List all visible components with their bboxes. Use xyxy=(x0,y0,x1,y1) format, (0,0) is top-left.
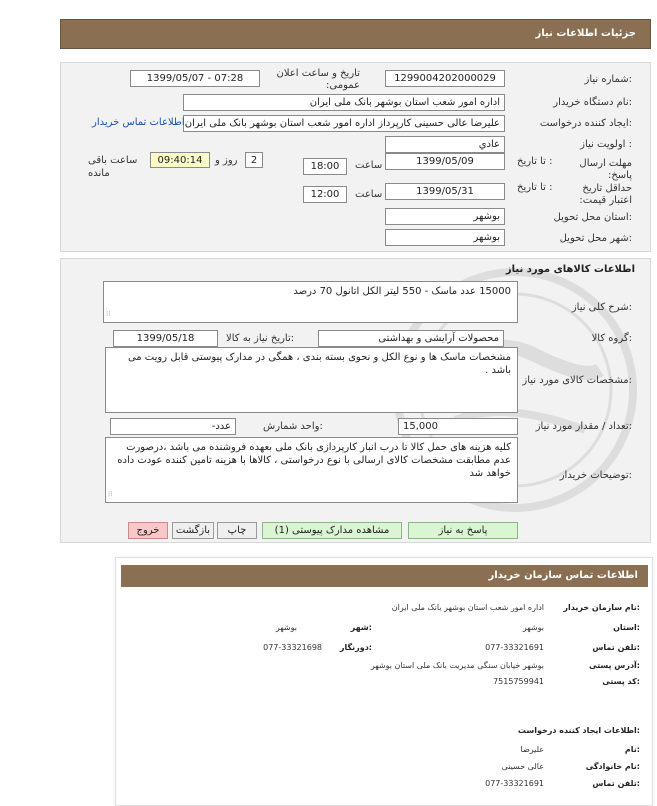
announce-field: 1399/05/07 - 07:28 xyxy=(130,70,260,87)
buyer-contact-link[interactable]: اطلاعات تماس خریدار xyxy=(92,117,185,128)
creator-phone-label: تلفن تماس: xyxy=(592,779,640,788)
goods-section-title: اطلاعات کالاهای مورد نیاز xyxy=(505,264,635,275)
creator-label: ایجاد کننده درخواست: xyxy=(539,118,632,129)
notes-text: کلیه هزینه های حمل کالا تا درب انبار کارپردازی بانک ملی بعهده فروشنده می باشد ،درصورت عدم مطابقت مشخصات کالای ارسالی با نوع درخواستی ، کالاها با هزینه تامین کننده عودت داده خواهد شد xyxy=(117,442,511,479)
deadline-label: مهلت ارسال پاسخ: xyxy=(579,158,632,181)
contact-address-label: آدرس پستی: xyxy=(589,661,640,670)
qty-field: 15,000 xyxy=(398,418,518,435)
summary-textarea xyxy=(103,281,518,323)
creator-name-value: علیرضا xyxy=(520,745,544,754)
contact-phone-label: تلفن تماس: xyxy=(592,643,640,652)
creator-name-label: نام: xyxy=(624,745,640,754)
city-label: شهر محل تحویل: xyxy=(559,233,632,244)
contact-city-label: شهر: xyxy=(350,623,372,632)
announce-label: تاریخ و ساعت اعلان عمومی: xyxy=(276,68,360,91)
validity-time-label: ساعت xyxy=(355,189,383,200)
contact-card-title: اطلاعات تماس سازمان خریدار xyxy=(488,570,638,581)
need-date-field: 1399/05/18 xyxy=(113,330,218,347)
validity-until-label: تا تاریخ : xyxy=(517,182,553,193)
spec-text: مشخصات ماسک ها و نوع الکل و نحوی بسته بندی ، همگی در مدارک پیوستی قابل رویت می باشد . xyxy=(127,352,511,376)
unit-field: عدد- xyxy=(110,418,236,435)
group-label: گروه کالا: xyxy=(591,333,632,344)
attachments-button[interactable]: مشاهده مدارک پیوستی (1) xyxy=(262,522,402,539)
province-label: استان محل تحویل: xyxy=(553,212,632,223)
contact-phone-value: 077-33321691 xyxy=(485,643,544,652)
contact-fax-value: 077-33321698 xyxy=(263,643,322,652)
back-button[interactable]: بازگشت xyxy=(172,522,214,539)
reply-button[interactable]: پاسخ به نیاز xyxy=(408,522,518,539)
org-value: اداره امور شعب استان بوشهر بانک ملی ایران xyxy=(391,603,544,612)
qty-label: تعداد / مقدار مورد نیاز: xyxy=(535,421,632,432)
resize-grip-icon[interactable]: ⁞⁞ xyxy=(106,310,111,318)
need-number-label: شماره نیاز: xyxy=(584,74,632,85)
contact-province-value: بوشهر xyxy=(522,623,544,632)
resize-grip-icon[interactable]: ⁞⁞ xyxy=(108,490,113,498)
contact-postal-value: 7515759941 xyxy=(493,677,544,686)
notes-textarea xyxy=(105,437,518,503)
province-field: بوشهر xyxy=(385,208,505,225)
page-title: جزئیات اطلاعات نیاز xyxy=(535,28,636,39)
contact-city-value: بوشهر xyxy=(275,623,297,632)
validity-date-field: 1399/05/31 xyxy=(385,183,505,200)
deadline-time-label: ساعت xyxy=(355,160,383,171)
deadline-time-field: 18:00 xyxy=(303,158,347,175)
need-number-field: 1299004202000029 xyxy=(385,70,505,87)
need-date-label: تاریخ نیاز به کالا: xyxy=(226,333,295,344)
summary-label: شرح کلی نیاز: xyxy=(571,302,632,313)
unit-label: واحد شمارش: xyxy=(263,421,323,432)
spec-textarea xyxy=(105,347,518,413)
remaining-days-field: 2 xyxy=(245,152,263,168)
creator-family-label: نام خانوادگی: xyxy=(585,762,640,771)
creator-field: علیرضا عالی حسینی کارپرداز اداره امور شعب استان بوشهر بانک ملی ایران xyxy=(183,115,505,132)
summary-text: 15000 عدد ماسک - 550 لیتر الکل اتانول 70 درصد xyxy=(293,286,511,297)
validity-label: حداقل تاریخ اعتبار قیمت: xyxy=(579,183,632,206)
buyer-label: نام دستگاه خریدار: xyxy=(553,97,632,108)
validity-time-field: 12:00 xyxy=(303,186,347,203)
print-button[interactable]: چاپ xyxy=(217,522,257,539)
city-field: بوشهر xyxy=(385,229,505,246)
contact-postal-label: کد پستی: xyxy=(602,677,640,686)
priority-label: اولویت نیاز : xyxy=(580,139,632,150)
deadline-date-field: 1399/05/09 xyxy=(385,153,505,170)
notes-label: توضیحات خریدار: xyxy=(559,470,632,481)
spec-label: مشخصات کالای مورد نیاز: xyxy=(522,375,632,386)
page-header xyxy=(60,19,651,49)
creator-family-value: عالی حسینی xyxy=(501,762,544,771)
group-field: محصولات آرایشی و بهداشتی xyxy=(318,330,504,347)
remaining-time-field: 09:40:14 xyxy=(150,152,210,168)
creator-info-title: اطلاعات ایجاد کننده درخواست: xyxy=(517,726,640,735)
contact-fax-label: دورنگار: xyxy=(339,643,372,652)
remaining-label: ساعت باقی مانده xyxy=(88,155,138,179)
creator-phone-value: 077-33321691 xyxy=(485,779,544,788)
priority-field: عادي xyxy=(385,136,505,153)
deadline-until-label: تا تاریخ : xyxy=(517,156,553,167)
buyer-contact-card xyxy=(115,557,653,806)
org-label: نام سازمان خریدار: xyxy=(563,603,640,612)
days-label: روز و xyxy=(215,155,238,166)
exit-button[interactable]: خروج xyxy=(128,522,168,539)
buyer-field: اداره امور شعب استان بوشهر بانک ملی ایران xyxy=(183,94,505,111)
contact-card-header xyxy=(121,565,648,587)
contact-province-label: استان: xyxy=(613,623,640,632)
contact-address-value: بوشهر خیابان سنگی مدیریت بانک ملی استان بوشهر xyxy=(370,661,544,670)
